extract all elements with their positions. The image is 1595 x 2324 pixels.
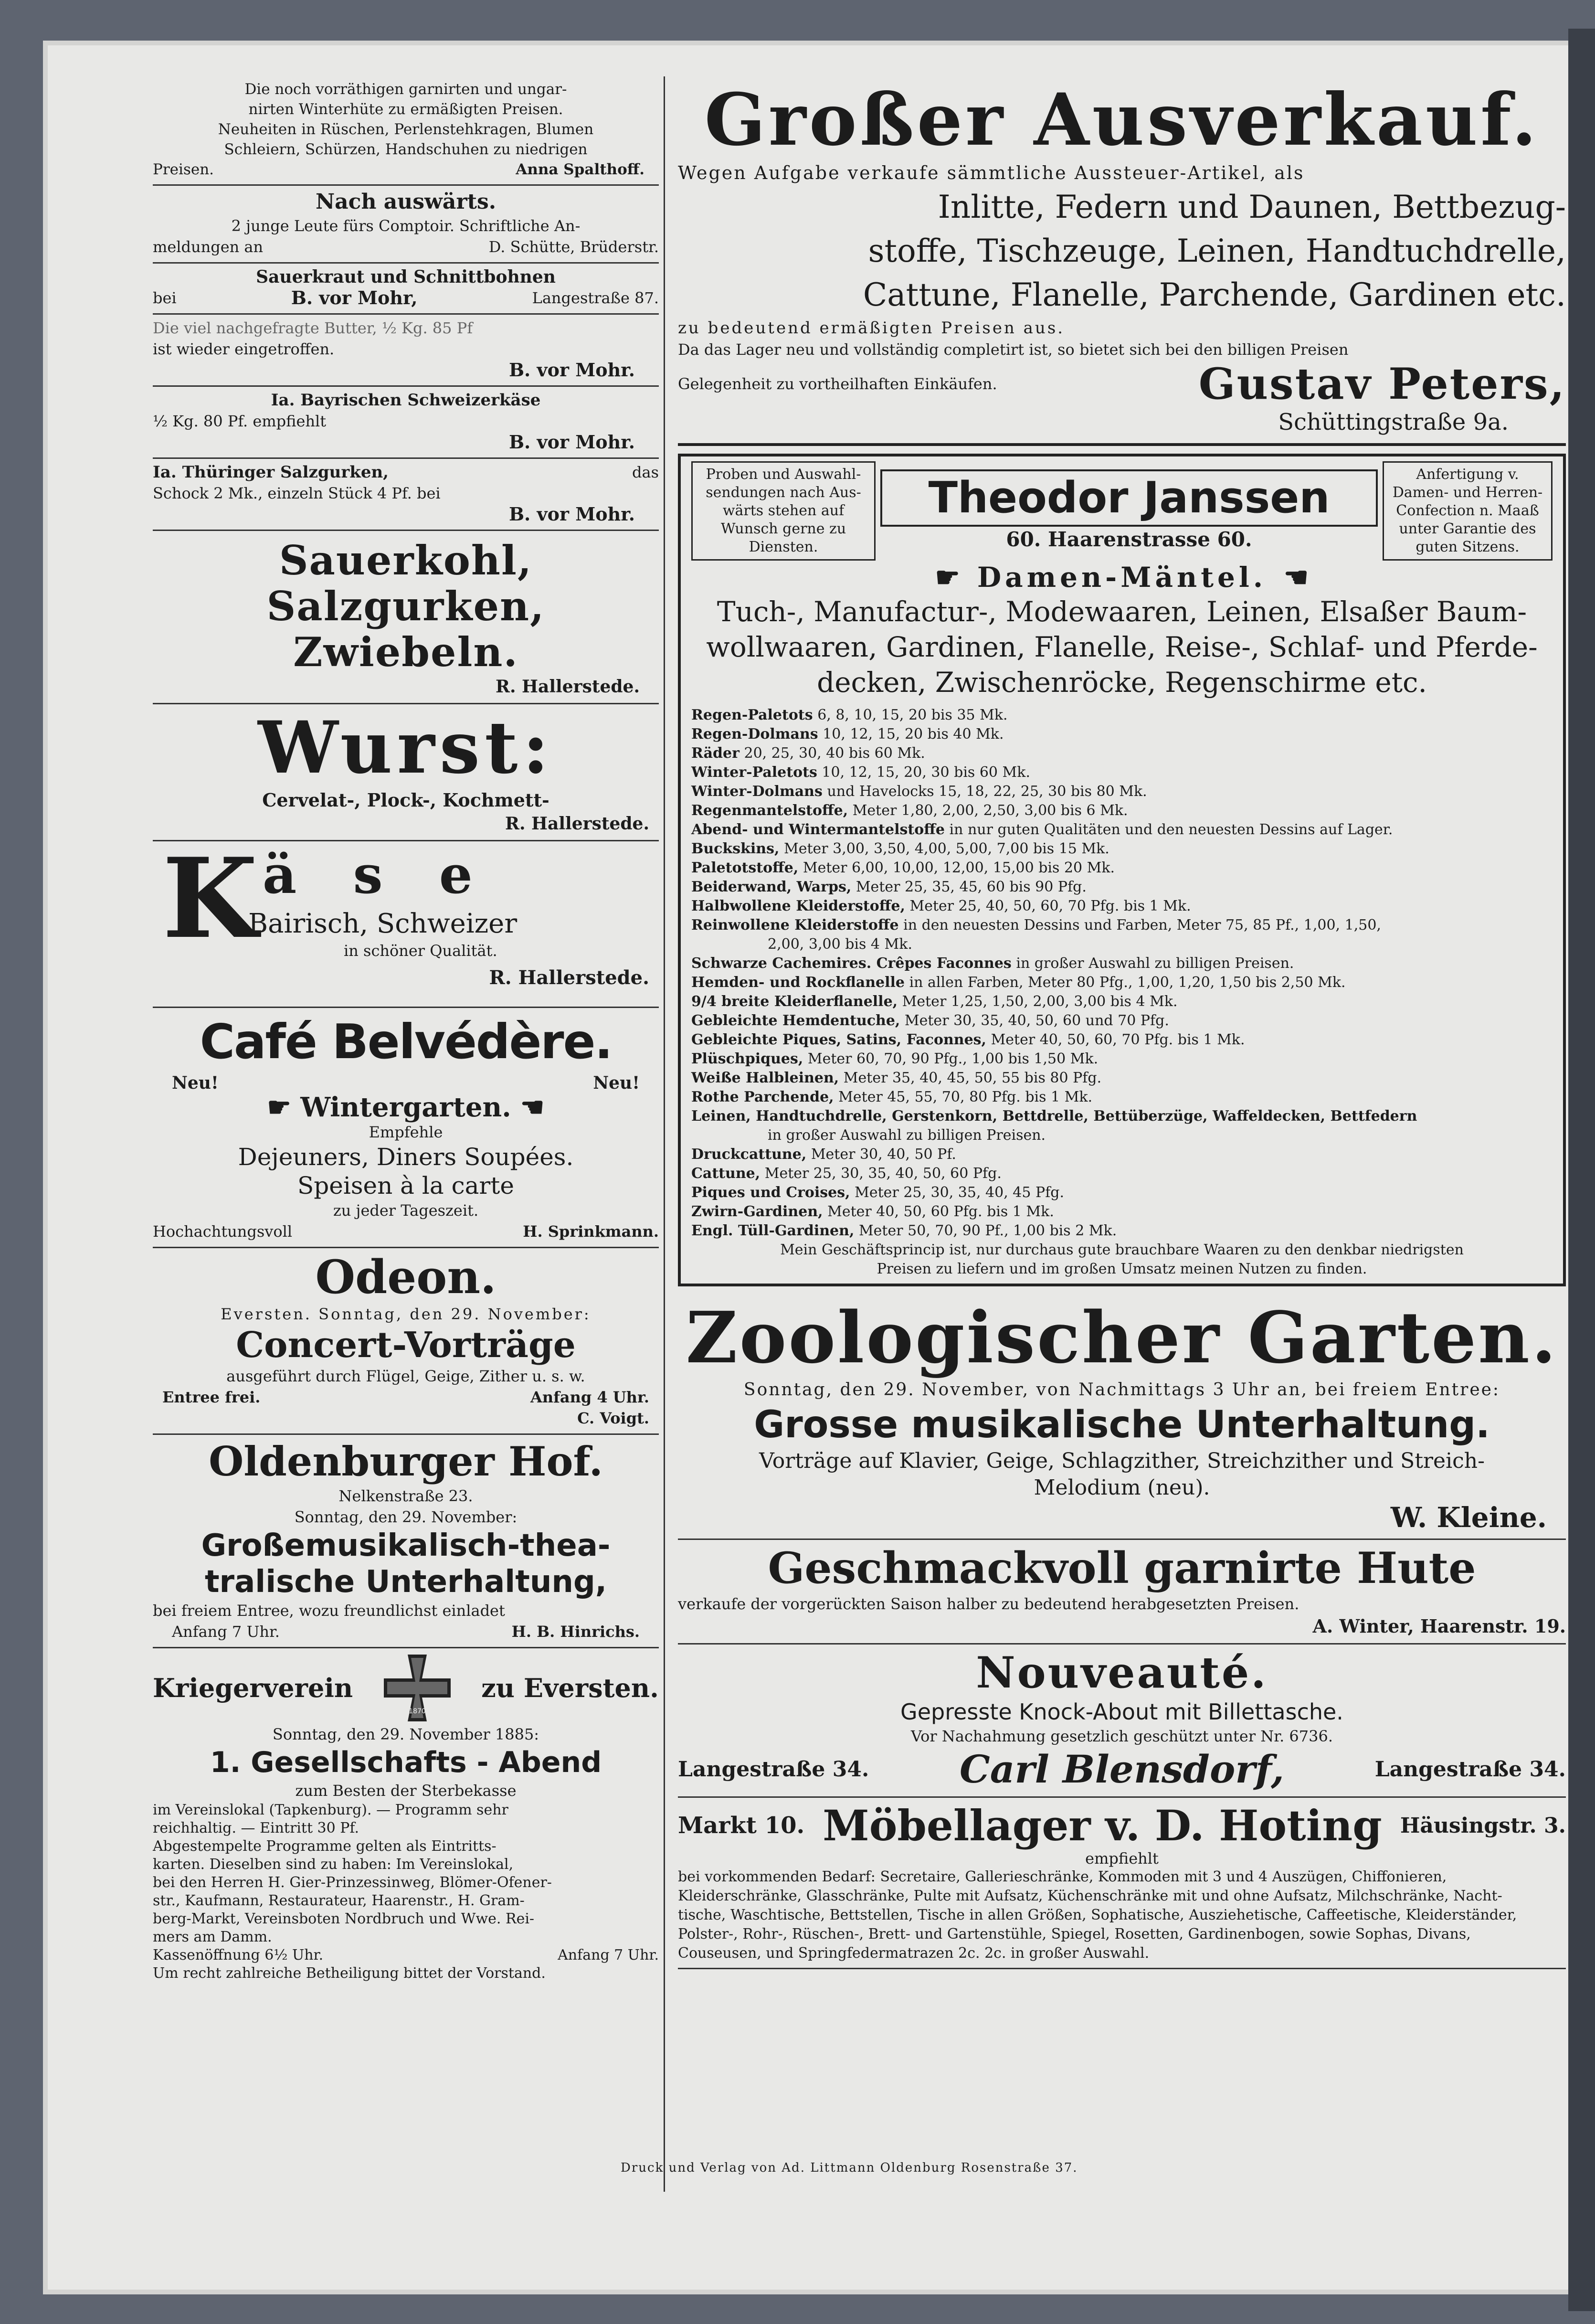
right-column (678, 76, 1566, 1969)
price-item-values: Meter 40, 50, 60 Pfg. bis 1 Mk. (827, 1203, 1054, 1220)
price-item-values: in großer Auswahl zu billigen Preisen. (768, 1127, 1046, 1144)
price-item-values: Meter 25, 40, 50, 60, 70 Pfg. bis 1 Mk. (909, 898, 1191, 914)
text: verkaufe der vorgerückten Saison halber zu bedeutend herabgesetzten Preisen. (678, 1595, 1299, 1613)
ad-title: Möbellager v. D. Hoting (823, 1801, 1382, 1850)
price-item-values: Meter 45, 55, 70, 80 Pfg. bis 1 Mk. (838, 1089, 1093, 1105)
price-row (691, 1183, 1553, 1202)
ad-title: tralische Unterhaltung, (204, 1564, 607, 1600)
price-item-name: Plüschpiques, (691, 1051, 803, 1067)
ad-salzgurken (153, 459, 659, 531)
price-list (691, 706, 1553, 1241)
ad-kaese (153, 834, 659, 1008)
text: zu jeder Tageszeit. (333, 1201, 479, 1220)
text: Empfehle (369, 1123, 443, 1141)
text: zum Besten der Sterbekasse (295, 1782, 517, 1800)
ad-winter-hute (678, 1540, 1566, 1645)
text: Preisen zu liefern und im großen Umsatz meinen Nutzen zu finden. (877, 1261, 1367, 1277)
price-item-values: und Havelocks 15, 18, 22, 25, 30 bis 80 Mk. (827, 783, 1147, 800)
price-row (691, 859, 1553, 878)
ad-title: Ia. Thüringer Salzgurken, (153, 463, 389, 482)
text: 2 junge Leute fürs Comptoir. Schriftliche An- (231, 217, 581, 235)
text: Häusingstr. 3. (1400, 1813, 1566, 1838)
price-item-name: Paletotstoffe, (691, 860, 799, 876)
price-item-values: Meter 1,25, 1,50, 2,00, 3,00 bis 4 Mk. (902, 993, 1178, 1010)
text: Eversten. Sonntag, den 29. November: (221, 1305, 591, 1323)
text: Cervelat-, Plock-, Kochmett- (262, 789, 549, 811)
price-item-values: in allen Farben, Meter 80 Pfg., 1,00, 1,20, 1,50 bis 2,50 Mk. (909, 974, 1346, 991)
price-item-name: Cattune, (691, 1165, 761, 1182)
price-item-name: Regenmantelstoffe, (691, 802, 848, 819)
text-box-left: Proben und Auswahl-sendungen nach Aus-wärts stehen auf Wunsch gerne zu Diensten. (691, 461, 876, 561)
text: Wintergarten. (300, 1092, 511, 1123)
price-item-values: Meter 40, 50, 60, 70 Pfg. bis 1 Mk. (991, 1031, 1245, 1048)
price-row (691, 839, 1553, 859)
price-item-name: Rothe Parchende, (691, 1089, 834, 1105)
price-item-values: Meter 50, 70, 90 Pf., 1,00 bis 2 Mk. (858, 1222, 1117, 1239)
text: empfiehlt (1085, 1849, 1159, 1868)
text: in schöner Qualität. (344, 942, 497, 960)
ad-signature: Carl Blensdorf, (960, 1747, 1284, 1792)
cross-year: 1870 (408, 1708, 426, 1715)
text: ½ Kg. 80 Pf. empfiehlt (153, 412, 327, 430)
price-row (691, 1069, 1553, 1088)
text: karten. Dieselben sind zu haben: Im Vereinslokal, (153, 1856, 514, 1873)
price-item-name: 9/4 breite Kleiderflanelle, (691, 993, 898, 1010)
text: bei den Herren H. Gier-Prinzessinweg, Blömer-Ofener- (153, 1874, 552, 1891)
imprint-footer: Druck und Verlag von Ad. Littmann Oldenburg Rosenstraße 37. (621, 2161, 1078, 2175)
text: Neu! (172, 1073, 219, 1093)
price-item-values: 2,00, 3,00 bis 4 Mk. (768, 936, 912, 953)
text: meldungen an (153, 238, 264, 256)
signature: B. vor Mohr. (508, 359, 635, 381)
text: bei (153, 289, 177, 307)
text: tische, Waschtische, Bettstellen, Tische in allen Größen, Sophatische, Ausziehetische, Caffeetische, Kleiderständer, (678, 1907, 1517, 1923)
text: Neuheiten in Rüschen, Perlenstehkragen, Blumen (218, 121, 594, 138)
text: ist wieder eingetroffen. (153, 340, 335, 358)
ad-title: Nach auswärts. (315, 190, 496, 214)
signature: C. Voigt. (577, 1409, 649, 1427)
ad-title: Theodor Janssen (928, 473, 1330, 523)
signature: H. B. Hinrichs. (511, 1623, 640, 1641)
ad-hoting (678, 1798, 1566, 1969)
text: Hochachtungsvoll (153, 1222, 293, 1241)
text: berg-Markt, Vereinsboten Nordbruch und Wwe. Rei- (153, 1910, 535, 1927)
text: mers am Damm. (153, 1929, 272, 1945)
text: Schock 2 Mk., einzeln Stück 4 Pf. bei (153, 484, 441, 502)
price-row (691, 782, 1553, 801)
text: Abgestempelte Programme gelten als Eintritts- (153, 1838, 496, 1855)
ad-sauerkohl (153, 531, 659, 704)
price-row (691, 1164, 1553, 1183)
price-row (691, 1088, 1553, 1107)
text: Polster-, Rohr-, Rüschen-, Brett- und Gartenstühle, Spiegel, Rosetten, Gardinenbogen, sowie Sophas, Divans, (678, 1926, 1471, 1942)
text: Die noch vorräthigen garnirten und ungar- (244, 81, 567, 98)
ad-wurst (153, 704, 659, 841)
price-item-values: Meter 3,00, 3,50, 4,00, 5,00, 7,00 bis 15 Mk. (784, 840, 1109, 857)
price-item-name: Druckcattune, (691, 1146, 807, 1163)
price-item-values: in den neuesten Dessins und Farben, Meter 75, 85 Pf., 1,00, 1,50, (903, 917, 1381, 934)
price-row (691, 916, 1553, 935)
ad-signature: W. Kleine. (1390, 1501, 1547, 1534)
price-item-name: Abend- und Wintermantelstoffe (691, 821, 945, 838)
ad-nach-auswaerts (153, 186, 659, 264)
signature: R. Hallerstede. (496, 677, 640, 697)
price-item-values: Meter 35, 40, 45, 50, 55 bis 80 Pfg. (843, 1070, 1102, 1086)
price-row (691, 725, 1553, 744)
price-item-name: Schwarze Cachemires. Crêpes Faconnes (691, 955, 1012, 972)
ad-signature: Gustav Peters, (1198, 359, 1566, 409)
price-row (691, 935, 1553, 954)
price-item-name: Weiße Halbleinen, (691, 1070, 839, 1086)
price-item-name: Winter-Dolmans (691, 783, 823, 800)
text: wollwaaren, Gardinen, Flanelle, Reise-, Schlaf- und Pferde- (706, 631, 1538, 663)
ad-title: Sauerkohl, (279, 537, 533, 584)
price-item-name: Engl. Tüll-Gardinen, (691, 1222, 855, 1239)
price-item-values: Meter 1,80, 2,00, 2,50, 3,00 bis 6 Mk. (852, 802, 1128, 819)
price-row (691, 1030, 1553, 1050)
text: str., Kaufmann, Restaurateur, Haarenstr., H. Gram- (153, 1892, 525, 1909)
ad-title: Café Belvédère. (200, 1014, 612, 1070)
price-item-name: Leinen, Handtuchdrelle, Gerstenkorn, Bettdrelle, Bettüberzüge, Waffeldecken, Bettfedern (691, 1108, 1417, 1125)
price-item-values: Meter 25, 30, 35, 40, 45 Pfg. (855, 1184, 1065, 1201)
price-item-values: 10, 12, 15, 20, 30 bis 60 Mk. (822, 764, 1030, 781)
ad-title: Großer Ausverkauf. (704, 78, 1540, 162)
text: Bairisch, Schweizer (248, 908, 518, 939)
left-column (153, 76, 659, 1983)
ad-title: ä s e (263, 844, 492, 905)
text: Inlitte, Federn und Daunen, Bettbezug- (938, 189, 1566, 225)
ad-title: Ia. Bayrischen Schweizerkäse (271, 391, 541, 410)
text: Langestraße 34. (1374, 1757, 1566, 1782)
text: Schüttingstraße 9a. (1278, 409, 1509, 435)
price-row (691, 1221, 1553, 1241)
ad-title: Geschmackvoll garnirte Hute (768, 1543, 1476, 1593)
text: Mein Geschäftsprincip ist, nur durchaus gute brauchbare Waaren zu den denkbar niedrigsten (780, 1242, 1464, 1258)
price-item-values: Meter 30, 35, 40, 50, 60 und 70 Pfg. (904, 1012, 1169, 1029)
ad-title: Oldenburger Hof. (209, 1438, 603, 1485)
text: Sonntag, den 29. November, von Nachmittags 3 Uhr an, bei freiem Entree: (743, 1380, 1500, 1400)
price-item-values: 20, 25, 30, 40 bis 60 Mk. (744, 745, 925, 762)
text: Tuch-, Manufactur-, Modewaaren, Leinen, Elsaßer Baum- (717, 595, 1527, 628)
text: Speisen à la carte (297, 1172, 514, 1199)
pointing-hand-icon: ☛ (935, 561, 964, 594)
ad-title: Wurst: (258, 706, 554, 790)
price-item-values: Meter 6,00, 10,00, 12,00, 15,00 bis 20 Mk. (803, 860, 1115, 876)
signature: A. Winter, Haarenstr. 19. (1312, 1615, 1566, 1637)
price-row (691, 763, 1553, 782)
page-edge (1568, 29, 1595, 2311)
price-item-values: 6, 8, 10, 15, 20 bis 35 Mk. (817, 707, 1008, 723)
ad-title: zu Eversten. (481, 1673, 659, 1703)
text: Nelkenstraße 23. (338, 1487, 473, 1505)
ad-title: 1. Gesellschafts - Abend (210, 1746, 602, 1779)
price-item-name: Gebleichte Piques, Satins, Faconnes, (691, 1031, 987, 1048)
ad-oldenburger-hof (153, 1435, 659, 1648)
text: Preisen. (153, 161, 214, 178)
text: Neu! (593, 1073, 640, 1093)
column-divider (664, 76, 665, 2192)
ad-blensdorf (678, 1645, 1566, 1798)
ad-title: Kriegerverein (153, 1673, 353, 1703)
price-item-name: Winter-Paletots (691, 764, 817, 781)
price-item-name: Hemden- und Rockflanelle (691, 974, 905, 991)
price-item-name: Beiderwand, Warps, (691, 879, 852, 895)
ad-gustav-peters (678, 76, 1566, 446)
ad-title: Nouveauté. (976, 1647, 1268, 1698)
price-row (691, 992, 1553, 1011)
text-box-right: Anfertigung v. Damen- und Herren-Confection n. Maaß unter Garantie des guten Sitzens. (1383, 461, 1553, 561)
signature: B. vor Mohr. (508, 503, 635, 525)
text: Cattune, Flanelle, Parchende, Gardinen etc. (863, 276, 1566, 313)
price-row (691, 1126, 1553, 1145)
text: Couseusen, und Springfedermatrazen 2c. 2c. in großer Auswahl. (678, 1945, 1150, 1962)
price-item-values: Meter 25, 35, 45, 60 bis 90 Pfg. (856, 879, 1087, 895)
text: Vor Nachahmung gesetzlich geschützt unter Nr. 6736. (910, 1727, 1333, 1745)
text: Sonntag, den 29. November 1885: (272, 1725, 539, 1743)
ad-title: Zoologischer Garten. (686, 1296, 1558, 1379)
ad-title: Salzgurken, (266, 583, 545, 630)
ad-kriegerverein (153, 1648, 659, 1983)
text: 60. Haarenstrasse 60. (1006, 528, 1252, 551)
ad-odeon (153, 1248, 659, 1435)
price-row (691, 1107, 1553, 1126)
ad-spalthoff (153, 76, 659, 186)
text: Langestraße 34. (678, 1757, 869, 1782)
iron-cross-icon (381, 1652, 453, 1724)
signature: B. vor Mohr. (508, 431, 635, 453)
pointing-hand-icon: ☛ (1280, 561, 1309, 594)
text: Damen-Mäntel. (977, 561, 1267, 594)
ad-theodor-janssen (678, 454, 1566, 1286)
ad-zoologischer-garten (678, 1294, 1566, 1540)
text: nirten Winterhüte zu ermäßigten Preisen. (248, 101, 563, 118)
ad-butter (153, 315, 659, 387)
ad-cafe-belvedere (153, 1008, 659, 1248)
text: Da das Lager neu und vollständig completirt ist, so bietet sich bei den billigen Preisen (678, 340, 1349, 359)
price-item-values: Meter 30, 40, 50 Pf. (811, 1146, 956, 1163)
price-item-name: Halbwollene Kleiderstoffe, (691, 898, 905, 914)
price-row (691, 954, 1553, 973)
text: im Vereinslokal (Tapkenburg). — Programm sehr (153, 1802, 508, 1818)
text: Anfang 7 Uhr. (172, 1623, 280, 1641)
price-row (691, 820, 1553, 839)
text: Entree frei. (162, 1388, 261, 1406)
text: das (632, 463, 659, 481)
text: bei vorkommenden Bedarf: Secretaire, Gallerieschränke, Kommoden mit 3 und 4 Auszügen, Chiffonieren, (678, 1868, 1447, 1885)
ad-title: Concert-Vorträge (236, 1325, 576, 1366)
text: Melodium (neu). (1034, 1475, 1210, 1500)
text: bei freiem Entree, wozu freundlichst einladet (153, 1602, 505, 1620)
price-row (691, 1011, 1553, 1030)
ad-sauerkraut (153, 264, 659, 315)
text: Um recht zahlreiche Betheiligung bittet der Vorstand. (153, 1965, 546, 1982)
text: Vorträge auf Klavier, Geige, Schlagzither, Streichzither und Streich- (759, 1449, 1485, 1473)
text: Gepresste Knock-About mit Billettasche. (900, 1699, 1343, 1725)
text: ausgeführt durch Flügel, Geige, Zither u. s. w. (226, 1367, 585, 1385)
ad-title: Großemusikalisch-thea- (201, 1528, 611, 1563)
text: decken, Zwischenröcke, Regenschirme etc. (817, 666, 1427, 699)
price-row (691, 878, 1553, 897)
text: Anfang 4 Uhr. (530, 1388, 649, 1406)
text: zu bedeutend ermäßigten Preisen aus. (678, 318, 1065, 338)
signature: R. Hallerstede. (505, 814, 649, 834)
price-item-name: Buckskins, (691, 840, 780, 857)
ad-title-initial: K (162, 834, 258, 963)
text: Sonntag, den 29. November: (294, 1508, 518, 1526)
price-item-values: in nur guten Qualitäten und den neuesten Dessins auf Lager. (949, 821, 1393, 838)
price-row (691, 744, 1553, 763)
signature: R. Hallerstede. (489, 966, 649, 989)
text: Kleiderschränke, Glasschränke, Pulte mit Aufsatz, Küchenschränke mit und ohne Aufsatz, Milchschränke, Nacht- (678, 1888, 1502, 1904)
price-row (691, 706, 1553, 725)
pointing-hand-icon: ☛ (267, 1092, 291, 1123)
pointing-hand-icon: ☛ (520, 1092, 545, 1123)
price-item-values: Meter 60, 70, 90 Pfg., 1,00 bis 1,50 Mk. (807, 1051, 1099, 1067)
price-item-name: Reinwollene Kleiderstoffe (691, 917, 899, 934)
signature: H. Sprinkmann. (523, 1222, 659, 1241)
text: reichhaltig. — Eintritt 30 Pf. (153, 1820, 359, 1836)
ad-schweizerkaese (153, 387, 659, 459)
price-row (691, 1202, 1553, 1221)
text: Dejeuners, Diners Soupées. (238, 1143, 574, 1171)
price-item-values: in großer Auswahl zu billigen Preisen. (1016, 955, 1294, 972)
text: Anfang 7 Uhr. (558, 1947, 659, 1963)
text: Markt 10. (678, 1812, 805, 1839)
price-row (691, 801, 1553, 820)
price-row (691, 973, 1553, 992)
signature: Anna Spalthoff. (516, 161, 644, 178)
price-item-name: Regen-Dolmans (691, 726, 818, 743)
price-item-values: 10, 12, 15, 20 bis 40 Mk. (823, 726, 1004, 743)
price-item-values: Meter 25, 30, 35, 40, 50, 60 Pfg. (764, 1165, 1002, 1182)
price-item-name: Räder (691, 745, 739, 762)
ad-title: Odeon. (315, 1250, 496, 1304)
price-row (691, 1145, 1553, 1164)
price-item-name: Zwirn-Gardinen, (691, 1203, 823, 1220)
price-row (691, 897, 1553, 916)
signature: D. Schütte, Brüderstr. (488, 238, 659, 256)
text: Langestraße 87. (532, 289, 659, 307)
price-row (691, 1050, 1553, 1069)
text: stoffe, Tischzeuge, Leinen, Handtuchdrelle, (868, 233, 1566, 269)
ad-title: Zwiebeln. (293, 628, 518, 676)
signature: B. vor Mohr, (291, 287, 418, 308)
price-item-name: Gebleichte Hemdentuche, (691, 1012, 900, 1029)
text: Wegen Aufgabe verkaufe sämmtliche Aussteuer-Artikel, als (678, 162, 1305, 183)
text: Schleiern, Schürzen, Handschuhen zu niedrigen (224, 141, 588, 158)
price-item-name: Piques und Croises, (691, 1184, 850, 1201)
ad-title: Sauerkraut und Schnittbohnen (256, 267, 556, 287)
text (153, 1093, 659, 1122)
text: Kassenöffnung 6½ Uhr. (153, 1947, 324, 1963)
text: Die viel nachgefragte Butter, ½ Kg. 85 Pf (153, 319, 473, 337)
price-item-name: Regen-Paletots (691, 707, 813, 723)
text (691, 561, 1553, 594)
text: Gelegenheit zu vortheilhaften Einkäufen. (678, 375, 997, 393)
ad-title: Grosse musikalische Unterhaltung. (754, 1403, 1490, 1446)
